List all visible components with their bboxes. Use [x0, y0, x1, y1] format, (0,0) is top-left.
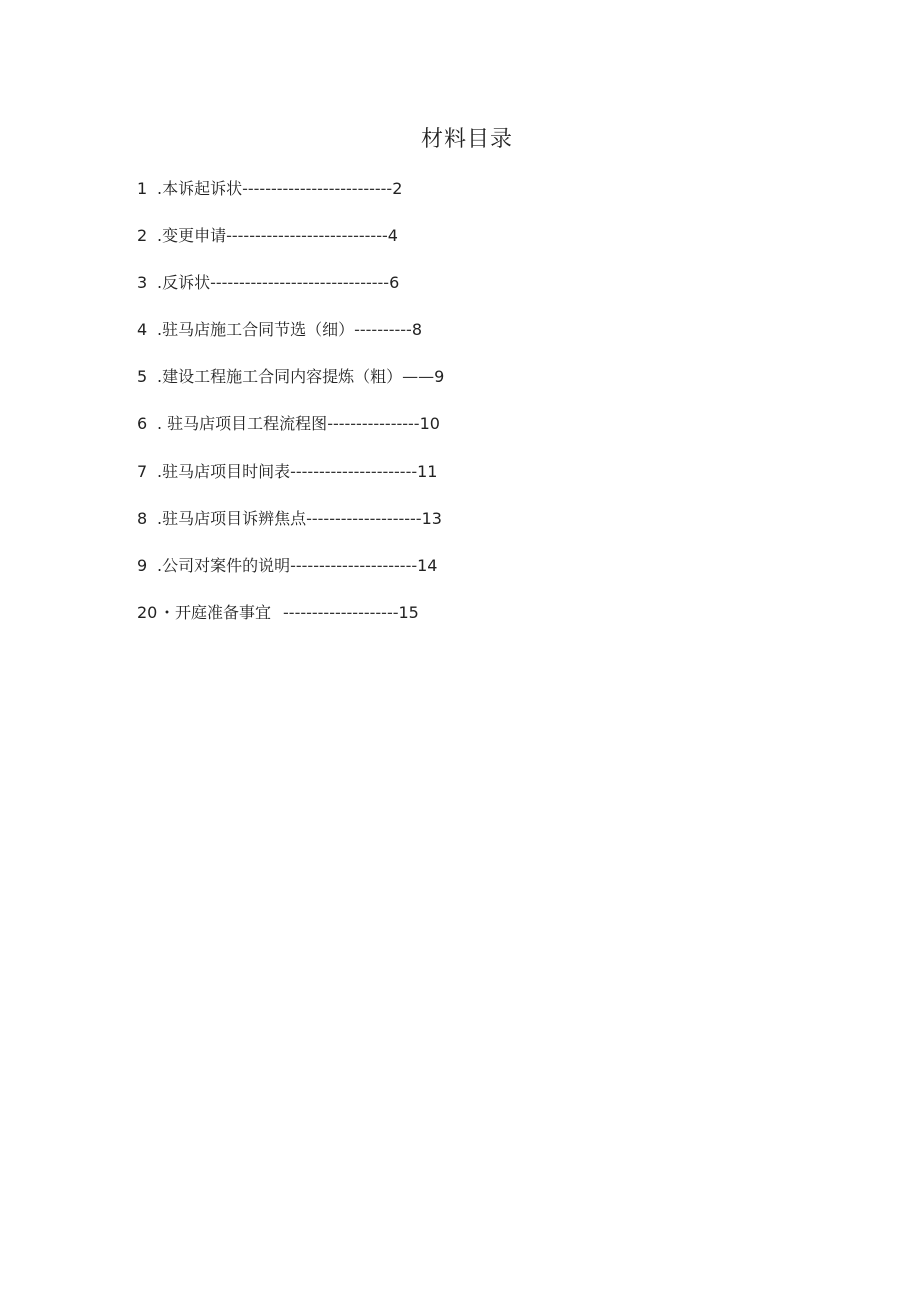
toc-entry	[137, 318, 422, 342]
toc-entry-title: .变更申请	[157, 226, 227, 245]
toc-entry-number: 2	[137, 226, 148, 245]
toc-entry-number: 5	[137, 367, 148, 386]
toc-entry-number: 6	[137, 414, 148, 433]
toc-entry-page: 13	[421, 509, 442, 528]
toc-entry-number: 4	[137, 320, 148, 339]
toc-entry-leader: --------------------	[306, 509, 422, 528]
toc-entry-page: 8	[411, 320, 423, 339]
toc-entry-leader: ----------------------	[290, 556, 418, 575]
toc-entry-leader: -------------------------------	[210, 273, 390, 292]
toc-entry-title: . 驻马店项目工程流程图	[157, 414, 328, 433]
toc-entry-leader: ——	[402, 367, 435, 386]
toc-entry-title: .驻马店项目时间表	[157, 462, 291, 481]
toc-entry-title: .公司对案件的说明	[157, 556, 291, 575]
toc-entry	[137, 507, 442, 531]
toc-entry-leader: ----------	[354, 320, 412, 339]
toc-entry-page: 11	[417, 462, 438, 481]
toc-entry-number: 1	[137, 179, 148, 198]
toc-entry-number: 3	[137, 273, 148, 292]
toc-entry-page: 9	[434, 367, 445, 386]
toc-entry-number: 9	[137, 556, 148, 575]
toc-entry-page: 2	[392, 179, 403, 198]
toc-entry-number: 7	[137, 462, 148, 481]
toc-entry-page: 4	[387, 226, 398, 245]
toc-entry-leader: --------------------	[283, 603, 399, 622]
toc-entry	[137, 177, 402, 201]
toc-entry	[137, 601, 419, 625]
toc-entry-title: .驻马店项目诉辨焦点	[157, 509, 307, 528]
toc-entry-title: .本诉起诉状	[157, 179, 243, 198]
toc-entry	[137, 412, 440, 436]
toc-entry	[137, 460, 437, 484]
toc-entry-page: 14	[417, 556, 438, 575]
document-title: 材料目录	[420, 127, 513, 152]
toc-entry-page: 6	[389, 273, 400, 292]
toc-entry-page: 15	[398, 603, 419, 622]
toc-entry-leader: --------------------------	[242, 179, 393, 198]
toc-entry-leader: ----------------	[327, 414, 420, 433]
toc-entry-title: .反诉状	[157, 273, 211, 292]
toc-entry-title: .驻马店施工合同节选（细）	[157, 320, 355, 339]
toc-entry-number: 8	[137, 509, 148, 528]
toc-entry	[137, 271, 399, 295]
toc-entry-title: .建设工程施工合同内容提炼（粗）	[157, 367, 403, 386]
toc-entry	[137, 224, 398, 248]
toc-entry	[137, 554, 437, 578]
toc-entry-title: ・开庭准备事宜	[159, 603, 272, 622]
toc-entry-page: 10	[419, 414, 440, 433]
toc-entry-leader: ----------------------	[290, 462, 418, 481]
toc-entry	[137, 365, 444, 389]
toc-entry-number: 20	[137, 603, 158, 622]
toc-entry-leader: ----------------------------	[226, 226, 388, 245]
